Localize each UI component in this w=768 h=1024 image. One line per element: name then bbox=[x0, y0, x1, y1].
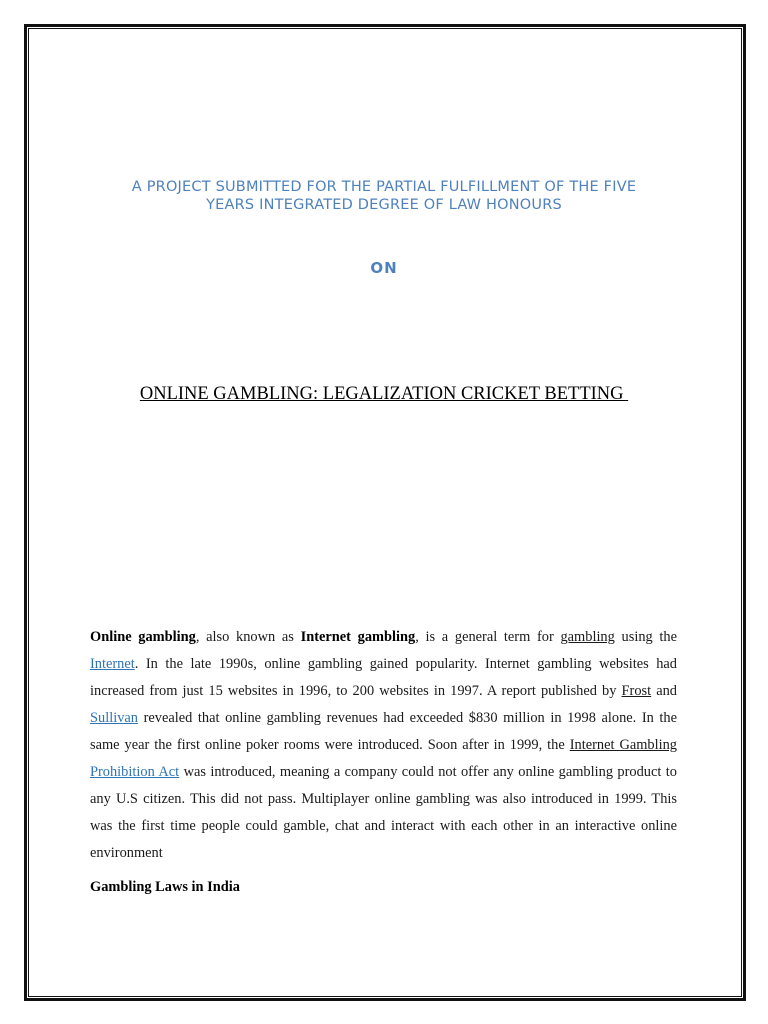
project-statement-line-2: YEARS INTEGRATED DEGREE OF LAW HONOURS bbox=[206, 197, 562, 213]
section-heading: Gambling Laws in India bbox=[90, 879, 240, 895]
link-frost[interactable]: Frost bbox=[621, 683, 652, 699]
text-segment: was introduced, meaning a company could not offer any online gambling product to any U.S citizen. This did not pass. Multiplayer online gambling was also introduced in 1999. This was the first time people could gamble, chat and interact with each other in an interactive online environment bbox=[90, 764, 677, 861]
text-segment: , also known as bbox=[195, 629, 301, 645]
term-online-gambling: Online gambling bbox=[90, 629, 196, 645]
document-title: ONLINE GAMBLING: LEGALIZATION CRICKET BETTING bbox=[139, 384, 629, 404]
link-gambling[interactable]: gambling bbox=[560, 629, 615, 645]
intro-paragraph bbox=[90, 624, 677, 867]
text-segment: using the bbox=[614, 629, 677, 645]
project-statement-line-1: A PROJECT SUBMITTED FOR THE PARTIAL FULFILLMENT OF THE FIVE bbox=[131, 179, 637, 195]
link-prohibition-act[interactable]: Prohibition Act bbox=[90, 764, 180, 780]
link-internet[interactable]: Internet bbox=[90, 656, 135, 672]
text-segment: . In the late 1990s, online gambling gained popularity. Internet gambling websites had increased from just 15 websites in 1996, to 200 websites in 1997. A report published by bbox=[90, 656, 677, 699]
on-label: ON bbox=[370, 259, 398, 277]
text-segment: revealed that online gambling revenues had exceeded $830 million in 1998 alone. In the same year the first online poker rooms were introduced. Soon after in 1999, the bbox=[90, 710, 677, 753]
text-segment: and bbox=[651, 683, 677, 699]
text-segment: , is a general term for bbox=[415, 629, 561, 645]
link-sullivan[interactable]: Sullivan bbox=[90, 710, 138, 726]
link-internet-gambling[interactable]: Internet Gambling bbox=[569, 737, 677, 753]
term-internet-gambling: Internet gambling bbox=[300, 629, 416, 645]
